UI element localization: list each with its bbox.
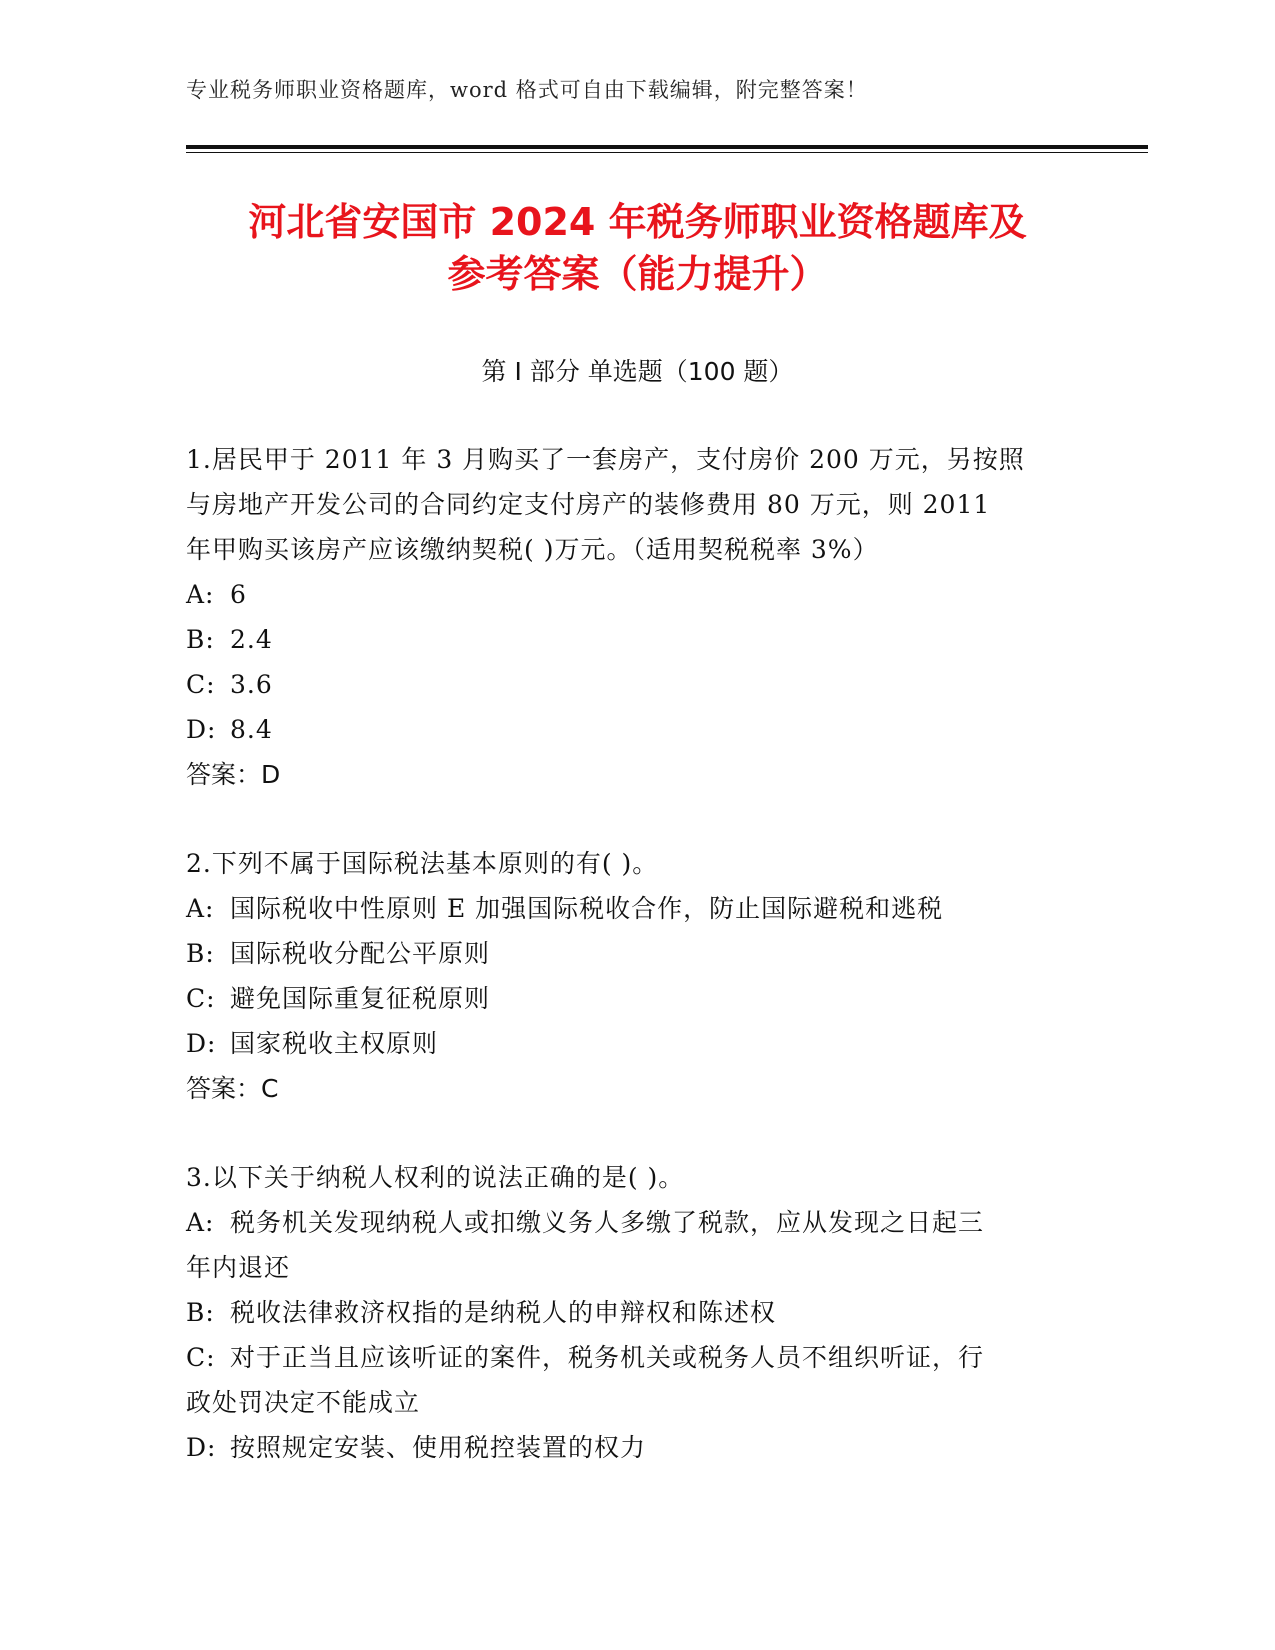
option-b: [186, 931, 1086, 976]
option-a: [186, 1200, 1086, 1245]
option-key: B:: [186, 939, 215, 968]
document-title: [150, 196, 1125, 300]
option-key: D:: [186, 1433, 217, 1462]
question-stem-line: 2.下列不属于国际税法基本原则的有( )。: [186, 849, 659, 878]
option-c: [186, 976, 1086, 1021]
question-stem-line: 3.以下关于纳税人权利的说法正确的是( )。: [186, 1163, 685, 1192]
option-text: 税务机关发现纳税人或扣缴义务人多缴了税款，应从发现之日起三: [230, 1208, 985, 1237]
option-key: A:: [186, 894, 215, 923]
question-2: [186, 841, 1086, 1111]
option-c: [186, 662, 1086, 707]
option-text: 8.4: [230, 715, 273, 744]
question-list: [186, 437, 1086, 1514]
question-stem-line: 年甲购买该房产应该缴纳契税( )万元。（适用契税税率 3%）: [186, 535, 879, 564]
option-key: C:: [186, 984, 216, 1013]
option-b: [186, 1290, 1086, 1335]
option-key: A:: [186, 580, 215, 609]
option-d: [186, 1021, 1086, 1066]
option-a: [186, 572, 1086, 617]
question-3: [186, 1155, 1086, 1470]
option-c-continued: 政处罚决定不能成立: [186, 1388, 421, 1417]
option-text: 国际税收中性原则 E 加强国际税收合作，防止国际避税和逃税: [230, 894, 944, 923]
option-text: 国家税收主权原则: [230, 1029, 439, 1058]
option-key: C:: [186, 670, 216, 699]
document-title-line-1: 河北省安国市 2024 年税务师职业资格题库及: [248, 200, 1027, 244]
option-key: A:: [186, 1208, 215, 1237]
option-text: 对于正当且应该听证的案件，税务机关或税务人员不组织听证，行: [230, 1343, 985, 1372]
option-d: [186, 1425, 1086, 1470]
option-text: 6: [230, 580, 247, 609]
document-title-line-2: 参考答案（能力提升）: [447, 252, 828, 296]
question-stem-line: 1.居民甲于 2011 年 3 月购买了一套房产，支付房价 200 万元，另按照: [186, 445, 1025, 474]
option-key: C:: [186, 1343, 216, 1372]
option-text: 避免国际重复征税原则: [230, 984, 491, 1013]
option-text: 国际税收分配公平原则: [230, 939, 491, 968]
option-a-continued: 年内退还: [186, 1253, 291, 1282]
header-rule-thin: [186, 152, 1148, 153]
option-text: 按照规定安装、使用税控装置的权力: [230, 1433, 647, 1462]
section-heading: 第 I 部分 单选题（100 题）: [481, 357, 794, 386]
option-key: B:: [186, 1298, 215, 1327]
page-header: 专业税务师职业资格题库，word 格式可自由下载编辑，附完整答案！: [186, 78, 868, 102]
question-stem-line: 与房地产开发公司的合同约定支付房产的装修费用 80 万元，则 2011: [186, 490, 991, 519]
answer-text: 答案：D: [186, 760, 281, 789]
option-d: [186, 707, 1086, 752]
option-b: [186, 617, 1086, 662]
option-key: B:: [186, 625, 215, 654]
option-c: [186, 1335, 1086, 1380]
header-rule-thick: [186, 145, 1148, 149]
option-text: 3.6: [230, 670, 273, 699]
question-1: [186, 437, 1086, 797]
option-text: 2.4: [230, 625, 273, 654]
option-text: 税收法律救济权指的是纳税人的申辩权和陈述权: [230, 1298, 777, 1327]
option-key: D:: [186, 715, 217, 744]
answer-text: 答案：C: [186, 1074, 279, 1103]
option-a: [186, 886, 1086, 931]
option-key: D:: [186, 1029, 217, 1058]
